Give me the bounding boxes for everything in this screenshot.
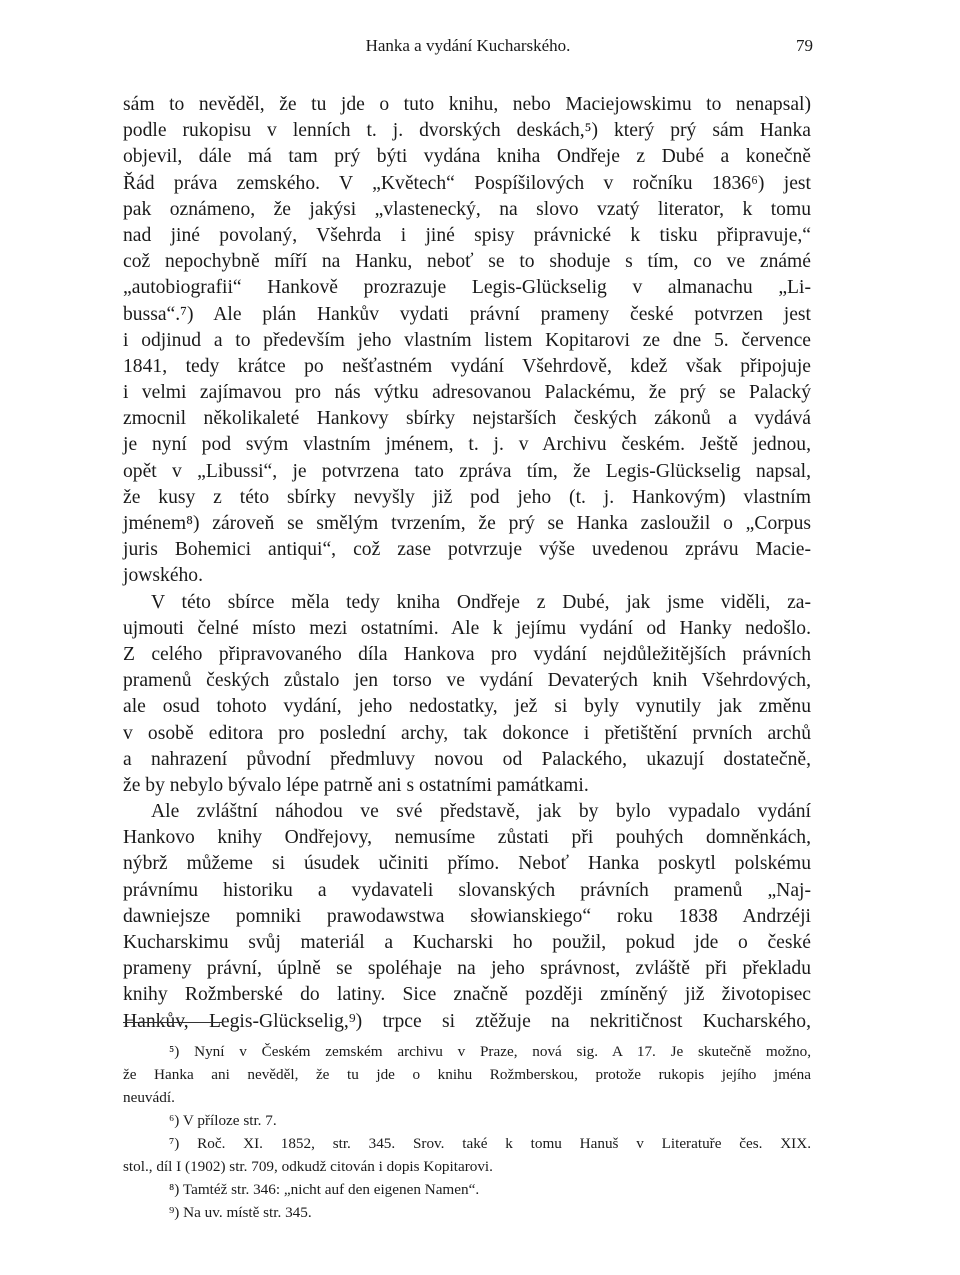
body-line: i odjinud a to především jeho vlastním listem Kopitarovi ze dne 5. července <box>123 329 811 351</box>
running-title: Hanka a vydání Kucharského. <box>365 36 571 55</box>
body-line: právnímu historiku a vydavateli slovanských právních pramenů „Naj- <box>123 879 811 901</box>
body-line: nad jiné povolaný, Všehrda i jiné spisy právnické k tisku připravuje,“ <box>123 224 811 246</box>
body-line: zmocnil několikaleté Hankovy sbírky nejstarších českých zákonů a vydává <box>123 408 811 430</box>
body-line: juris Bohemici antiqui“, což zase potvrzuje výše uvedenou zprávu Macie- <box>123 539 811 561</box>
footnote-line: neuvádí. <box>123 1089 175 1106</box>
running-head <box>123 36 813 58</box>
body-line: že by nebylo bývalo lépe patrně ani s ostatními památkami. <box>123 774 589 796</box>
body-line: opět v „Libussi“, je potvrzena tato zpráva tím, že Legis-Glückselig napsal, <box>123 460 811 482</box>
body-line: prameny právní, úplně se spoléhaje na jeho správnost, zvláště při překladu <box>123 958 811 980</box>
footnote-line: stol., díl I (1902) str. 709, odkudž citován i dopis Kopitarovi. <box>123 1158 493 1175</box>
footnote-line: ⁸) Tamtéž str. 346: „nicht auf den eigenen Namen“. <box>169 1181 480 1198</box>
body-line: jménem⁸) zároveň se smělým tvrzením, že prý se Hanka zasloužil o „Corpus <box>123 513 811 534</box>
body-line: bussa“.⁷) Ale plán Hankův vydati právní prameny české potvrzen jest <box>123 303 811 325</box>
body-line: dawniejsze pomniki prawodawstwa słowianskiego“ roku 1838 Andrzéji <box>123 905 811 927</box>
footnote-line: ⁶) V příloze str. 7. <box>169 1112 277 1129</box>
page-number: 79 <box>796 36 813 55</box>
footnote-line: ⁹) Na uv. místě str. 345. <box>169 1204 312 1221</box>
body-line: i velmi zajímavou pro nás výtku adresovanou Palackému, že prý se Palacký <box>123 382 811 404</box>
footnotes <box>123 1040 811 1224</box>
body-line: ujmouti čelné místo mezi ostatními. Ale k jejímu vydání od Hanky nedošlo. <box>123 617 811 639</box>
body-line: knihy Rožmberské do latiny. Sice značně později zmíněný již životopisec <box>123 984 811 1006</box>
body-line: sám to nevěděl, že tu jde o tuto knihu, nebo Maciejowskimu to nenapsal) <box>123 94 811 115</box>
body-line: Z celého připravovaného díla Hankova pro vydání nejdůležitějších právních <box>123 643 811 665</box>
body-line: Hankův, Legis-Glückselig,⁹) trpce si ztěžuje na nekritičnost Kucharského, <box>123 1010 811 1032</box>
body-line: je nyní pod svým vlastním jménem, t. j. v Archivu českém. Ještě jednou, <box>123 434 811 456</box>
body-line: pramenů českých zůstalo jen torso ve vydání Devaterých knih Všehrdových, <box>123 670 811 692</box>
footnote-line: že Hanka ani nevěděl, že tu jde o knihu Rožmberskou, protože rukopis jejího jména <box>123 1066 811 1083</box>
body-line: 1841, tedy krátce po nešťastném vydání Všehrdově, kdež však připojuje <box>123 355 811 377</box>
body-line: Řád práva zemského. V „Květech“ Pospíšilových v ročníku 1836⁶) jest <box>123 172 811 194</box>
body-line: jowského. <box>123 565 204 587</box>
body-text <box>123 92 811 1035</box>
footnote-line: ⁵) Nyní v Českém zemském archivu v Praze, nová sig. A 17. Je skutečně možno, <box>169 1043 811 1060</box>
body-line: V této sbírce měla tedy kniha Ondřeje z Dubé, jak jsme viděli, za- <box>151 591 811 613</box>
body-line: Kucharskimu svůj materiál a Kucharski ho použil, pokud jde o české <box>123 932 811 953</box>
body-line: nýbrž můžeme si úsudek učiniti přímo. Neboť Hanka poskytl polskému <box>123 853 811 875</box>
body-line: což nepochybně míří na Hanku, neboť se to shoduje s tím, co ve známé <box>123 251 811 273</box>
body-line: Ale zvláštní náhodou ve své představě, jak by bylo vypadalo vydání <box>151 801 811 823</box>
footnote-line: ⁷) Roč. XI. 1852, str. 345. Srov. také k tomu Hanuš v Literatuře čes. XIX. <box>169 1135 811 1152</box>
body-line: Hankovo knihy Ondřejovy, nemusíme zůstati při pouhých domněnkách, <box>123 827 811 849</box>
body-line: ale osud tohoto vydání, jeho nedostatky, jež si byly vynutily jak změnu <box>123 696 811 718</box>
body-line: objevil, dále má tam prý býti vydána kniha Ondřeje z Dubé a konečně <box>123 146 811 168</box>
footnote-divider <box>123 1022 223 1023</box>
body-line: pak oznámeno, že jakýsi „vlastenecký, na slovo vzatý literator, k tomu <box>123 198 811 220</box>
body-line: v osobě editora pro poslední archy, tak dokonce i přetištění prvních archů <box>123 722 811 744</box>
body-line: že kusy z této sbírky nevyšly již pod jeho (t. j. Hankovým) vlastním <box>123 486 811 508</box>
body-line: a nahrazení původní předmluvy novou od Palackého, ukazují dostatečně, <box>123 748 811 770</box>
body-line: podle rukopisu v lenních t. j. dvorských deskách,⁵) který prý sám Hanka <box>123 120 811 142</box>
body-line: „autobiografii“ Hankově prozrazuje Legis-Glückselig v almanachu „Li- <box>123 277 811 299</box>
